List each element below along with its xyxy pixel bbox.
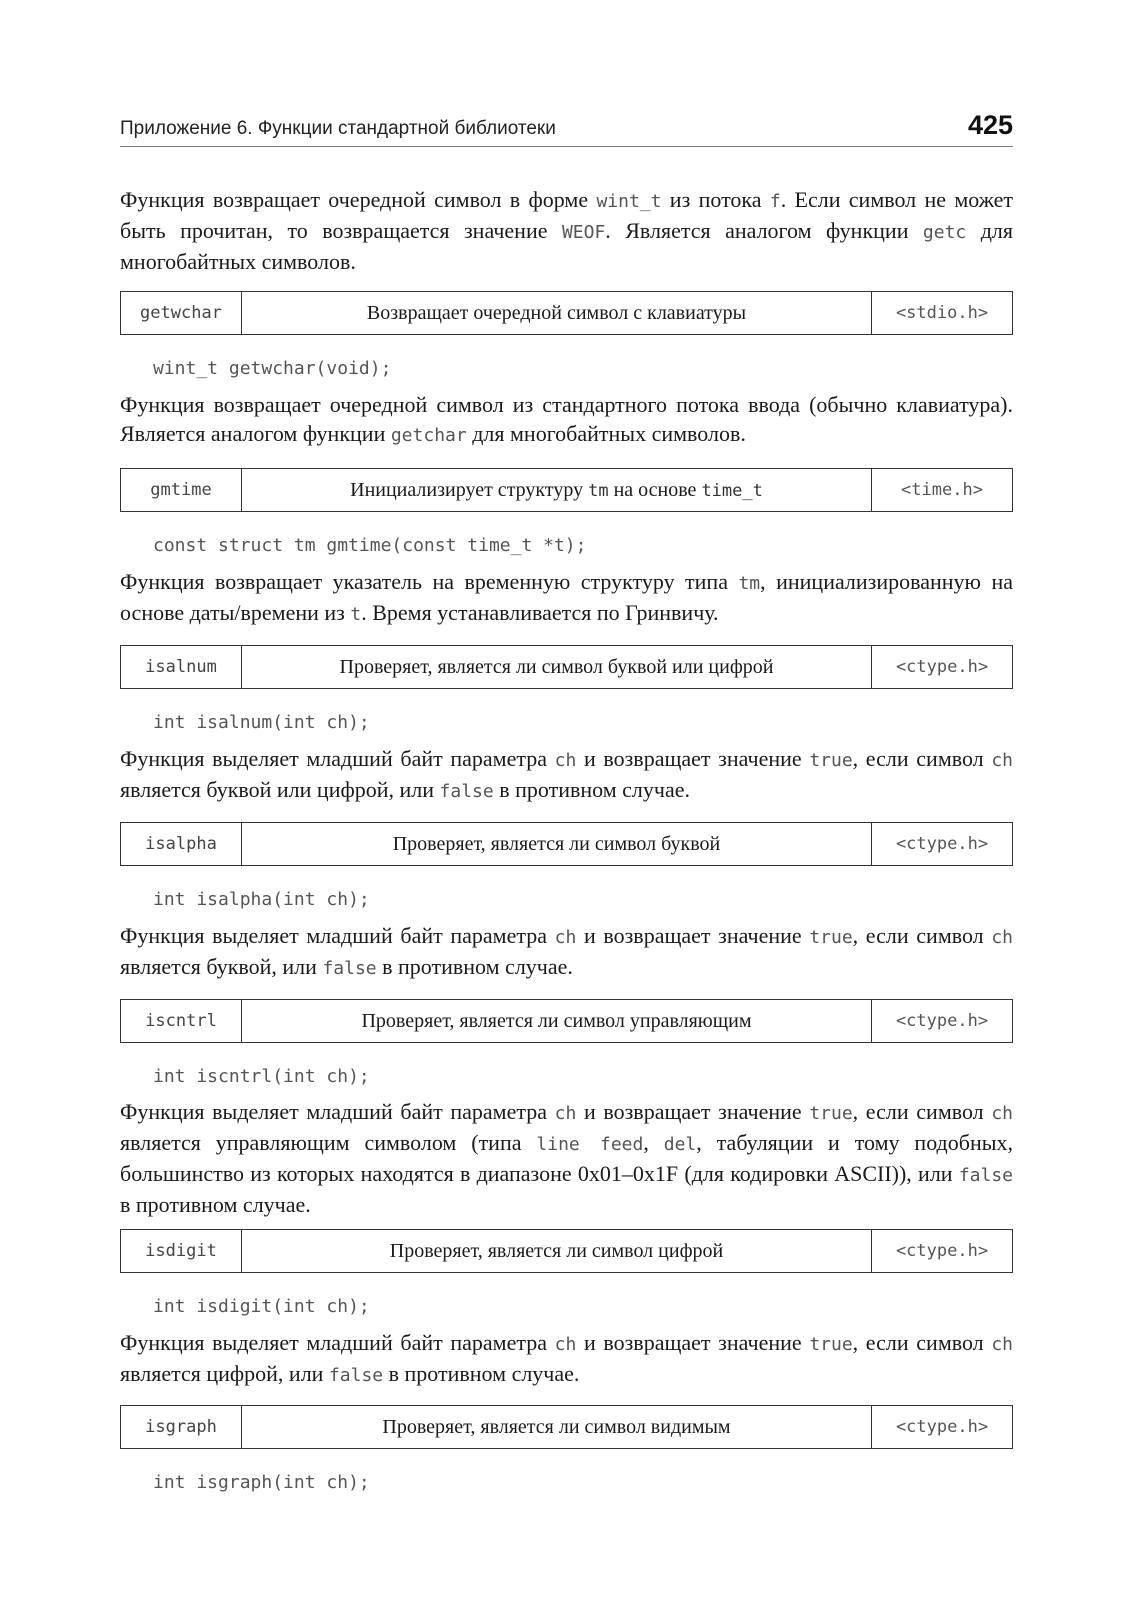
function-description: Проверяет, является ли символ буквой: [242, 823, 872, 866]
function-table-isalnum: [120, 645, 1013, 689]
function-description: Возвращает очередной символ с клавиатуры: [242, 292, 872, 335]
function-signature: wint_t getwchar(void);: [153, 358, 392, 379]
function-name: gmtime: [121, 469, 242, 512]
function-signature: int iscntrl(int ch);: [153, 1066, 370, 1087]
function-description: Проверяет, является ли символ цифрой: [242, 1230, 872, 1273]
function-signature: int isgraph(int ch);: [153, 1472, 370, 1493]
function-table-iscntrl: [120, 999, 1013, 1043]
function-name: isalnum: [121, 646, 242, 689]
function-header-file: <time.h>: [872, 469, 1013, 512]
chapter-title: Приложение 6. Функции стандартной библиотеки: [120, 118, 556, 139]
function-table-getwchar: [120, 291, 1013, 335]
function-description: Проверяет, является ли символ видимым: [242, 1406, 872, 1449]
function-name: iscntrl: [121, 1000, 242, 1043]
function-header-file: <stdio.h>: [872, 292, 1013, 335]
function-table-isalpha: [120, 822, 1013, 866]
running-header: [120, 108, 1013, 147]
function-signature: const struct tm gmtime(const time_t *t);: [153, 535, 587, 556]
function-header-file: <ctype.h>: [872, 823, 1013, 866]
function-description-paragraph: Функция выделяет младший байт параметра ch и возвращает значение true, если символ ch является буквой или цифрой, или false в противном случае.: [120, 746, 1013, 802]
function-name: isdigit: [121, 1230, 242, 1273]
function-header-file: <ctype.h>: [872, 1000, 1013, 1043]
function-description-paragraph: Функция выделяет младший байт параметра ch и возвращает значение true, если символ ch является управляющим символом (типа line feed, del, табуляции и тому подобных, большинство из которых находятся в диапазоне 0x01–0x1F (для кодировки ASCII)), или false в противном случае.: [120, 1099, 1014, 1217]
function-description-paragraph: Функция возвращает указатель на временную структуру типа tm, инициализированную на основе даты/времени из t. Время устанавливается по Гринвичу.: [120, 569, 1013, 625]
intro-paragraph: Функция возвращает очередной символ в форме wint_t из потока f. Если символ не может быть прочитан, то возвращается значение WEOF. Является аналогом функции getc для многобайтных символов.: [120, 187, 1014, 274]
function-name: isalpha: [121, 823, 242, 866]
function-description: Проверяет, является ли символ управляющим: [242, 1000, 872, 1043]
function-signature: int isdigit(int ch);: [153, 1296, 370, 1317]
function-header-file: <ctype.h>: [872, 1230, 1013, 1273]
function-table-gmtime: [120, 468, 1013, 512]
function-header-file: <ctype.h>: [872, 1406, 1013, 1449]
function-description-paragraph: Функция возвращает очередной символ из стандартного потока ввода (обычно клавиатура). Является аналогом функции getchar для многобайтных символов.: [120, 392, 1013, 446]
page-number: 425: [967, 110, 1013, 140]
function-signature: int isalnum(int ch);: [153, 712, 370, 733]
function-name: getwchar: [121, 292, 242, 335]
function-table-isdigit: [120, 1229, 1013, 1273]
function-signature: int isalpha(int ch);: [153, 889, 370, 910]
function-name: isgraph: [121, 1406, 242, 1449]
function-table-isgraph: [120, 1405, 1013, 1449]
function-description: Проверяет, является ли символ буквой или цифрой: [242, 646, 872, 689]
function-header-file: <ctype.h>: [872, 646, 1013, 689]
function-description: Инициализирует структуру tm на основе time_t: [242, 469, 872, 512]
function-description-paragraph: Функция выделяет младший байт параметра ch и возвращает значение true, если символ ch является буквой, или false в противном случае.: [120, 923, 1013, 979]
function-description-paragraph: Функция выделяет младший байт параметра ch и возвращает значение true, если символ ch является цифрой, или false в противном случае.: [120, 1330, 1013, 1386]
